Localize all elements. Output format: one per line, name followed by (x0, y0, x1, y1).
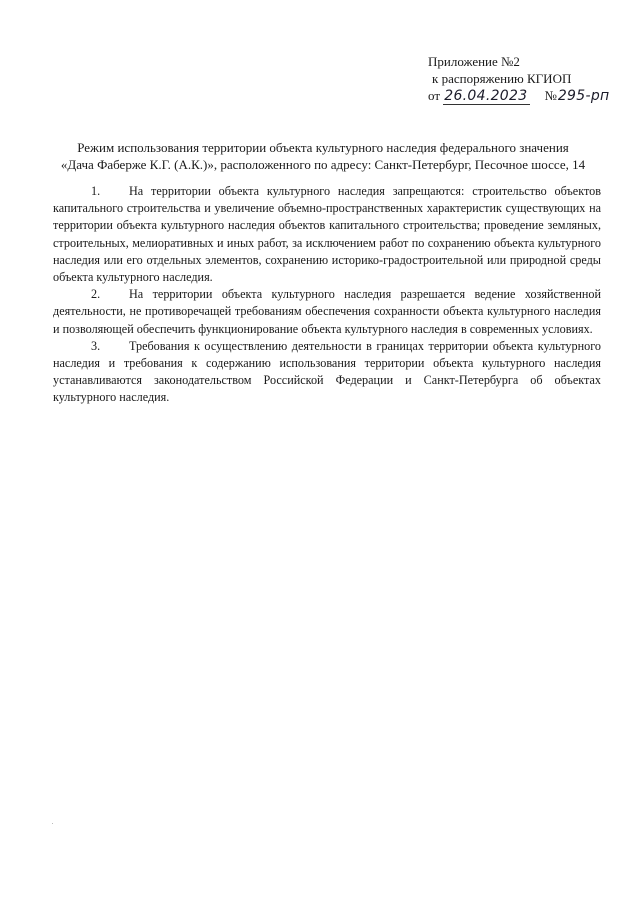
paragraph-number: 1. (91, 184, 101, 198)
number-prefix: № (544, 88, 557, 103)
title-line-1: Режим использования территории объекта культурного наследия федерального значения (77, 140, 569, 155)
scan-speck (52, 823, 53, 824)
date-prefix: от (428, 88, 441, 103)
appendix-title: Приложение №2 (428, 54, 520, 69)
paragraph-text: Требования к осуществлению деятельности в границах территории объекта культурного наследия и требования к содержанию использования территории объекта культурного наследия устанавливаются законодательством Российской Федерации и Санкт-Петербурга об объектах культурного наследия. (53, 338, 601, 405)
paragraph-text: На территории объекта культурного наследия запрещаются: строительство объектов капитального строительства и увеличение объемно-пространственных характеристик существующих на территории объекта культурного наследия объектов капитального строительства; проведение земляных, строительных, мелиоративных и иных работ, за исключением работ по сохранению объекта культурного наследия или его отдельных элементов, сохранению историко-градостроительной или природной среды объекта культурного наследия. (53, 184, 601, 285)
paragraph-3 (53, 338, 601, 407)
handwritten-date: 26.04.2023 (443, 88, 530, 105)
document-title (58, 139, 588, 173)
appendix-header (428, 53, 618, 105)
paragraph-1 (53, 183, 601, 286)
paragraph-text: На территории объекта культурного наследия разрешается ведение хозяйственной деятельности, не противоречащей требованиям обеспечения сохранности объекта культурного наследия и позволяющей обеспечить функционирование объекта культурного наследия в современных условиях. (53, 287, 601, 336)
paragraph-2 (53, 286, 601, 338)
appendix-date-number-line (428, 87, 618, 105)
handwritten-number: 295-рп (557, 88, 610, 104)
title-line-2: «Дача Фаберже К.Г. (А.К.)», расположенного по адресу: Санкт-Петербург, Песочное шоссе, 14 (60, 157, 586, 172)
appendix-order-reference: к распоряжению КГИОП (432, 71, 572, 86)
paragraph-number: 2. (91, 287, 101, 302)
document-body (53, 183, 601, 407)
paragraph-number: 3. (91, 338, 101, 353)
